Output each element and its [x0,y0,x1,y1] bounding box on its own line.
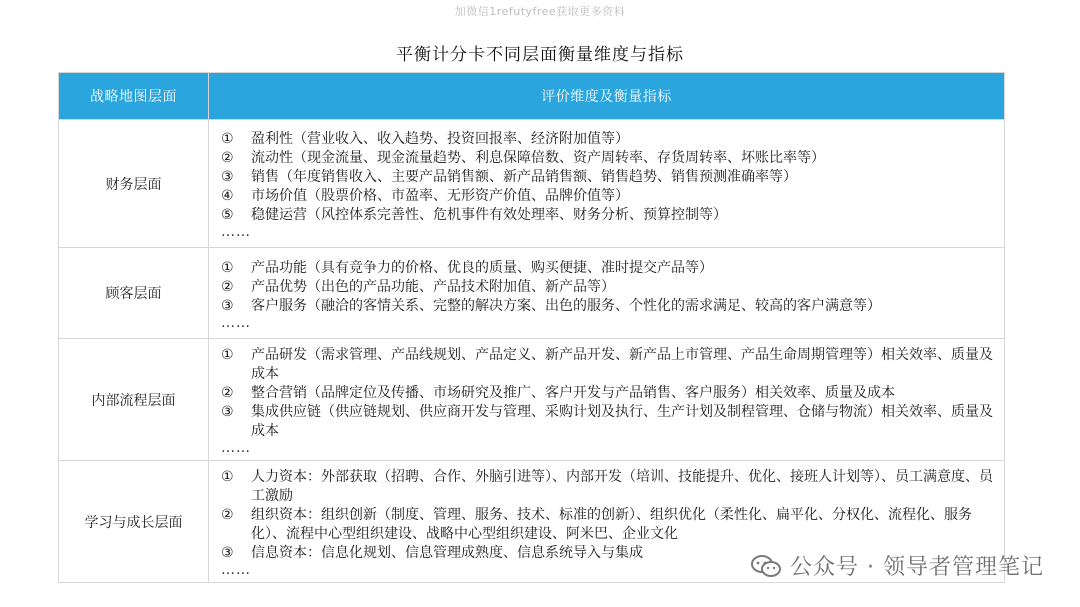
metrics-cell [209,339,1005,461]
item-number: ③ [221,169,234,185]
item-number: ② [221,507,234,523]
item-text: 产品功能（具有竞争力的价格、优良的质量、购买便捷、准时提交产品等） [251,259,713,276]
item-number: ③ [221,297,234,314]
list-item [221,206,994,225]
list-item [221,403,994,441]
page-title: 平衡计分卡不同层面衡量维度与指标 [396,45,684,65]
ellipsis-more: …… [221,440,251,456]
metrics-cell [209,120,1005,248]
item-text: 组织资本：组织创新（制度、管理、服务、技术、标准的创新）、组织优化（柔性化、扁平化、分权化、流程化、服务化）、流程中心型组织建设、战略中心型组织建设、阿米巴、企业文化 [251,507,972,542]
item-number: ① [221,131,234,147]
ellipsis-more: …… [221,314,251,331]
item-text: 流动性（现金流量、现金流量趋势、利息保障倍数、资产周转率、存货周转率、坏账比率等） [251,150,825,166]
item-number: ② [221,150,234,166]
layer-cell: 财务层面 [59,120,209,248]
list-item [221,187,994,206]
list-item [221,346,994,384]
list-item [221,468,994,506]
item-text: 客户服务（融洽的客情关系、完整的解决方案、出色的服务、个性化的需求满足、较高的客户满意等） [251,297,881,314]
item-text: 整合营销（品牌定位及传播、市场研究及推广、客户开发与产品销售、客户服务）相关效率、质量及成本 [251,385,895,401]
watermark-text: 公众号 · 领导者管理笔记 [790,555,1044,580]
layer-cell: 内部流程层面 [59,339,209,461]
list-item [221,506,994,544]
item-number: ① [221,347,234,363]
item-text: 人力资本：外部获取（招聘、合作、外脑引进等）、内部开发（培训、技能提升、优化、接班人计划等）、员工满意度、员工激励 [251,469,993,504]
item-number: ③ [221,404,234,420]
list-item [221,130,994,149]
item-number: ① [221,469,234,485]
list-item [221,297,994,316]
metrics-cell [209,248,1005,339]
table-header-row [59,73,1005,120]
header-layer: 战略地图层面 [59,73,209,120]
item-text: 市场价值（股票价格、市盈率、无形资产价值、品牌价值等） [251,188,629,204]
table-row-finance [59,120,1005,248]
header-metrics: 评价维度及衡量指标 [209,73,1005,120]
ellipsis-more: …… [221,224,251,240]
item-number: ② [221,278,234,295]
item-text: 销售（年度销售收入、主要产品销售额、新产品销售额、销售趋势、销售预测准确率等） [251,169,797,185]
wechat-watermark [750,550,1044,581]
list-item [221,168,994,187]
item-number: ③ [221,545,234,561]
ellipsis-more: …… [221,562,251,578]
item-number: ⑤ [221,207,234,223]
item-text: 稳健运营（风控体系完善性、危机事件有效处理率、财务分析、预算控制等） [251,207,727,223]
layer-cell: 学习与成长层面 [59,461,209,583]
item-number: ① [221,259,234,276]
table-row-internal-process [59,339,1005,461]
list-item [221,384,994,403]
list-item [221,278,994,297]
metrics-table [58,72,1005,583]
item-text: 集成供应链（供应链规划、供应商开发与管理、采购计划及执行、生产计划及制程管理、仓储与物流）相关效率、质量及成本 [251,404,993,439]
table-row-customer [59,248,1005,339]
item-number: ④ [221,188,234,204]
top-watermark: 加微信1refutyfree获取更多资料 [454,5,626,18]
item-text: 产品研发（需求管理、产品线规划、产品定义、新产品开发、新产品上市管理、产品生命周期管理等）相关效率、质量及成本 [251,347,993,382]
list-item [221,259,994,278]
layer-cell: 顾客层面 [59,248,209,339]
list-item [221,149,994,168]
item-text: 盈利性（营业收入、收入趋势、投资回报率、经济附加值等） [251,131,629,147]
item-text: 信息资本：信息化规划、信息管理成熟度、信息系统导入与集成 [251,545,643,561]
wechat-icon [750,554,782,578]
item-text: 产品优势（出色的产品功能、产品技术附加值、新产品等） [251,278,615,295]
item-number: ② [221,385,234,401]
